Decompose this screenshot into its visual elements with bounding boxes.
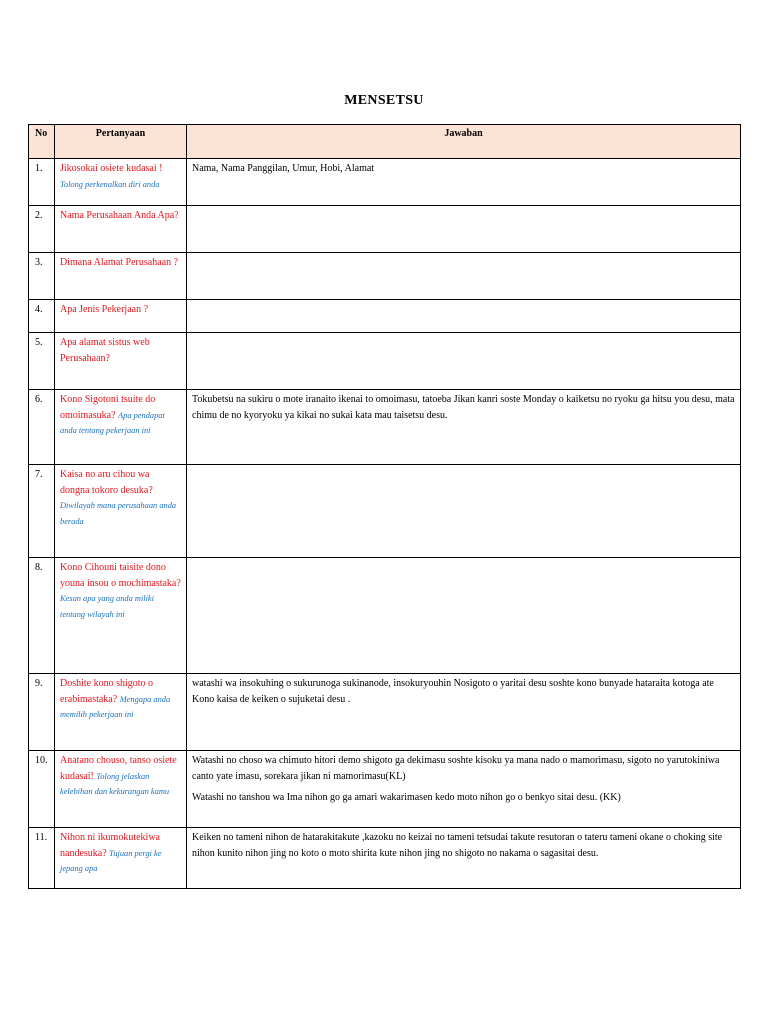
row-number: 9.	[29, 674, 55, 751]
question-indonesian: Kesan apa yang anda miliki tentang wilayah ini	[60, 594, 154, 619]
page-title: MENSETSU	[344, 93, 424, 108]
answer-text: Keiken no tameni nihon de hatarakitakute ,kazoku no keizai no tameni tetsudai takute resutoran o tateru tameni okane o choking site nihon kunito nihon jing no koto o moto shirita kute nihon jing no shigoto no nakama o sagasitai desu.	[192, 832, 723, 859]
answer-cell	[187, 253, 741, 300]
interview-table	[28, 124, 741, 889]
question-japanese: Doshite kono shigoto o erabimastaka?	[60, 678, 154, 705]
question-indonesian: Tujuan pergi ke jepang apa	[60, 848, 162, 873]
question-cell	[55, 159, 187, 206]
question-cell	[55, 333, 187, 390]
answer-cell	[187, 333, 741, 390]
answer-cell	[187, 751, 741, 828]
question-japanese: Dimana Alamat Perusahaan ?	[60, 257, 179, 268]
answer-cell	[187, 828, 741, 889]
question-cell	[55, 674, 187, 751]
row-number: 1.	[29, 159, 55, 206]
answer-cell	[187, 390, 741, 465]
question-japanese: Apa Jenis Pekerjaan ?	[60, 304, 149, 315]
table-row	[29, 674, 741, 751]
answer-cell	[187, 300, 741, 333]
question-cell	[55, 390, 187, 465]
question-japanese: Kono Cihouni taisite dono youna insou o mochimastaka?	[60, 562, 181, 589]
header-question: Pertanyaan	[55, 125, 187, 159]
question-cell	[55, 751, 187, 828]
row-number: 2.	[29, 206, 55, 253]
question-indonesian: Diwilayah mana perusahaan anda berada	[60, 501, 177, 526]
answer-cell	[187, 159, 741, 206]
row-number: 10.	[29, 751, 55, 828]
question-japanese: Apa alamat sistus web Perusahaan?	[60, 337, 150, 364]
question-japanese: Anatano chouso, tanso osiete kudasai!	[60, 755, 177, 782]
row-number: 6.	[29, 390, 55, 465]
question-cell	[55, 828, 187, 889]
question-indonesian: Apa pendapat anda tentang pekerjaan ini	[60, 410, 165, 435]
question-indonesian: Mengapa anda memilih pekerjaan ini	[60, 694, 171, 719]
table-row	[29, 390, 741, 465]
answer-text: Tokubetsu na sukiru o mote iranaito ikenai to omoimasu, tatoeba Jikan kanri soste Monday o kaiketsu no ryoku ga hitsu you desu, mata chimu de no kyoryoku ya kikai no sukai kata mau taisetsu desu.	[192, 394, 735, 421]
table-row	[29, 465, 741, 558]
row-number: 11.	[29, 828, 55, 889]
table-row	[29, 558, 741, 674]
question-japanese: Nama Perusahaan Anda Apa?	[60, 210, 179, 221]
question-cell	[55, 465, 187, 558]
row-number: 7.	[29, 465, 55, 558]
question-japanese: Kono Sigotoni tsuite do omoimasuka?	[60, 394, 156, 421]
answer-cell	[187, 465, 741, 558]
table-row	[29, 333, 741, 390]
question-japanese: Kaisa no aru cihou wa dongna tokoro desuka?	[60, 469, 153, 496]
question-cell	[55, 253, 187, 300]
table-row	[29, 159, 741, 206]
question-cell	[55, 558, 187, 674]
row-number: 4.	[29, 300, 55, 333]
answer-text: Nama, Nama Panggilan, Umur, Hobi, Alamat	[192, 163, 375, 174]
answer-cell	[187, 674, 741, 751]
answer-text: watashi wa insokuhing o sukurunoga sukinanode, insokuryouhin Nosigoto o yaritai desu soshte kono bunyade hataraita kotoga ate Kono kaisa de keiken o sujuketai desu .	[192, 678, 714, 705]
answer-cell	[187, 558, 741, 674]
answer-text: Watashi no choso wa chimuto hitori demo shigoto ga dekimasu soshte kisoku ya mana nado o mamorimasu, sigoto no yarutokiniwa canto yate imasu, sorekara jikan ni mamorimasu(KL)	[192, 755, 720, 782]
question-cell	[55, 206, 187, 253]
header-no: No	[29, 125, 55, 159]
answer-text: Watashi no tanshou wa Ima nihon go ga amari wakarimasen kedo moto nihon go o benkyo sitai desu. (KK)	[192, 792, 621, 803]
question-indonesian: Tolong perkenalkan diri anda	[60, 179, 160, 189]
table-row	[29, 206, 741, 253]
table-row	[29, 253, 741, 300]
table-body	[29, 159, 741, 889]
table-header-row	[29, 125, 741, 159]
table-row	[29, 828, 741, 889]
table-row	[29, 300, 741, 333]
table-row	[29, 751, 741, 828]
answer-cell	[187, 206, 741, 253]
question-japanese: Nihon ni ikumokutekiwa nandesuka?	[60, 832, 160, 859]
header-answer: Jawaban	[187, 125, 741, 159]
question-cell	[55, 300, 187, 333]
row-number: 8.	[29, 558, 55, 674]
question-japanese: Jikosokai osiete kudasai !	[60, 163, 163, 174]
question-indonesian: Tolong jelaskan kelebihan dan kekurangan kamu	[60, 771, 170, 796]
row-number: 3.	[29, 253, 55, 300]
row-number: 5.	[29, 333, 55, 390]
